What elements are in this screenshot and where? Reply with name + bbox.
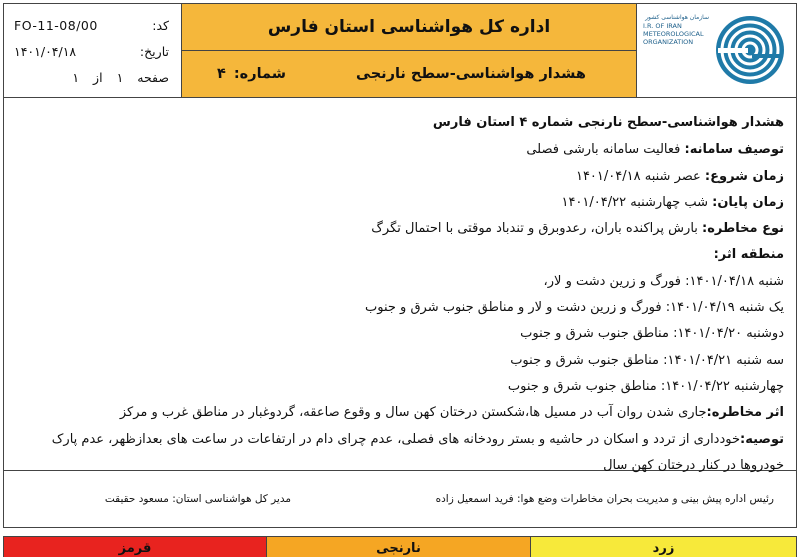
start-value: عصر شنبه ۱۴۰۱/۰۴/۱۸	[575, 168, 701, 184]
code-value: FO-11-08/00	[14, 17, 98, 33]
logo-en-1: I.R. OF IRAN	[643, 22, 682, 30]
logo-fa-text: سازمان هواشناسی کشور	[645, 14, 709, 21]
hazard-label: نوع مخاطره:	[702, 221, 784, 237]
end-label: زمان پایان:	[712, 194, 784, 210]
hazard-type	[14, 216, 784, 242]
end-value: شب چهارشنبه ۱۴۰۱/۰۴/۲۲	[561, 194, 708, 210]
page-label: صفحه	[137, 69, 169, 85]
area-item: شنبه ۱۴۰۱/۰۴/۱۸: فورگ و زرین دشت و لار،	[543, 273, 784, 289]
code-row	[14, 12, 169, 38]
system-description	[14, 137, 784, 163]
logo-en-3: ORGANIZATION	[643, 38, 694, 46]
form-meta	[4, 4, 182, 97]
page-row	[14, 64, 169, 90]
level-orange: نارنجی	[266, 537, 530, 557]
area-item: یک شنبه ۱۴۰۱/۰۴/۱۹: فورگ و زرین دشت و لار و مناطق جنوب شرق و جنوب	[364, 300, 784, 316]
area-item: چهارشنبه ۱۴۰۱/۰۴/۲۲: مناطق جنوب شرق و جنوب	[507, 378, 784, 394]
director-signature: مدیر کل هواشناسی استان: مسعود حقیقت	[104, 493, 291, 505]
office-title: اداره کل هواشناسی استان فارس	[182, 4, 636, 51]
system-label: توصیف سامانه:	[684, 142, 784, 158]
affected-area-heading	[14, 242, 784, 268]
page-total: ۱	[72, 69, 80, 85]
system-value: فعالیت سامانه بارشی فصلی	[526, 142, 681, 158]
number-label: شماره:	[233, 66, 286, 82]
organization-logo	[636, 4, 796, 97]
start-label: زمان شروع:	[704, 168, 784, 184]
area-item: سه شنبه ۱۴۰۱/۰۴/۲۱: مناطق جنوب شرق و جنوب	[510, 352, 784, 368]
logo-caption	[643, 14, 709, 46]
area-item: دوشنبه ۱۴۰۱/۰۴/۲۰: مناطق جنوب شرق و جنوب	[520, 326, 784, 342]
forecast-head-signature: رئیس اداره پیش بینی و مدیریت بحران مخاطرات وضع هوا: فرید اسمعیل زاده	[435, 493, 774, 505]
end-time	[14, 190, 784, 216]
number-value: ۴	[217, 66, 226, 82]
warning-subtitle-row	[182, 51, 636, 97]
advice-value: خودداری از تردد و اسکان در حاشیه و بستر رودخانه های فصلی، عدم چرای دام در ارتفاعات در ساعت های بعدازظهر، عدم پارک خودروها در کنار درختان کهن سال	[51, 431, 784, 473]
level-yellow: زرد	[530, 537, 796, 557]
hazard-effects	[14, 400, 784, 426]
signatures	[3, 471, 797, 528]
date-value: ۱۴۰۱/۰۴/۱۸	[14, 43, 77, 59]
warning-levels	[3, 536, 797, 557]
warning-subtitle: هشدار هواشناسی-سطح نارنجی	[356, 66, 586, 82]
header-center	[182, 4, 636, 97]
effects-value: جاری شدن روان آب در مسیل ها،شکستن درختان کهن سال و وقوع صاعقه، گردوغبار در مناطق غرب و مرکز	[119, 405, 707, 421]
code-label: کد:	[152, 17, 169, 33]
level-red: قرمز	[4, 537, 266, 557]
meteorology-emblem-icon	[714, 14, 786, 86]
area-label: منطقه اثر:	[713, 247, 784, 263]
page-of: از	[93, 69, 103, 85]
body-title: هشدار هواشناسی-سطح نارنجی شماره ۴ استان فارس	[432, 115, 784, 130]
page-num: ۱	[116, 69, 124, 85]
warning-body	[3, 98, 797, 471]
date-row	[14, 38, 169, 64]
date-label: تاریخ:	[139, 43, 169, 59]
hazard-value: بارش پراکنده باران، رعدوبرق و تندباد موقتی با احتمال تگرگ	[371, 221, 698, 237]
advice-label: توصیه:	[740, 431, 784, 447]
effects-label: اثر مخاطره:	[706, 405, 784, 421]
document-header	[3, 3, 797, 98]
warning-number	[217, 66, 286, 82]
start-time	[14, 164, 784, 190]
logo-en-2: METEOROLOGICAL	[643, 30, 704, 38]
